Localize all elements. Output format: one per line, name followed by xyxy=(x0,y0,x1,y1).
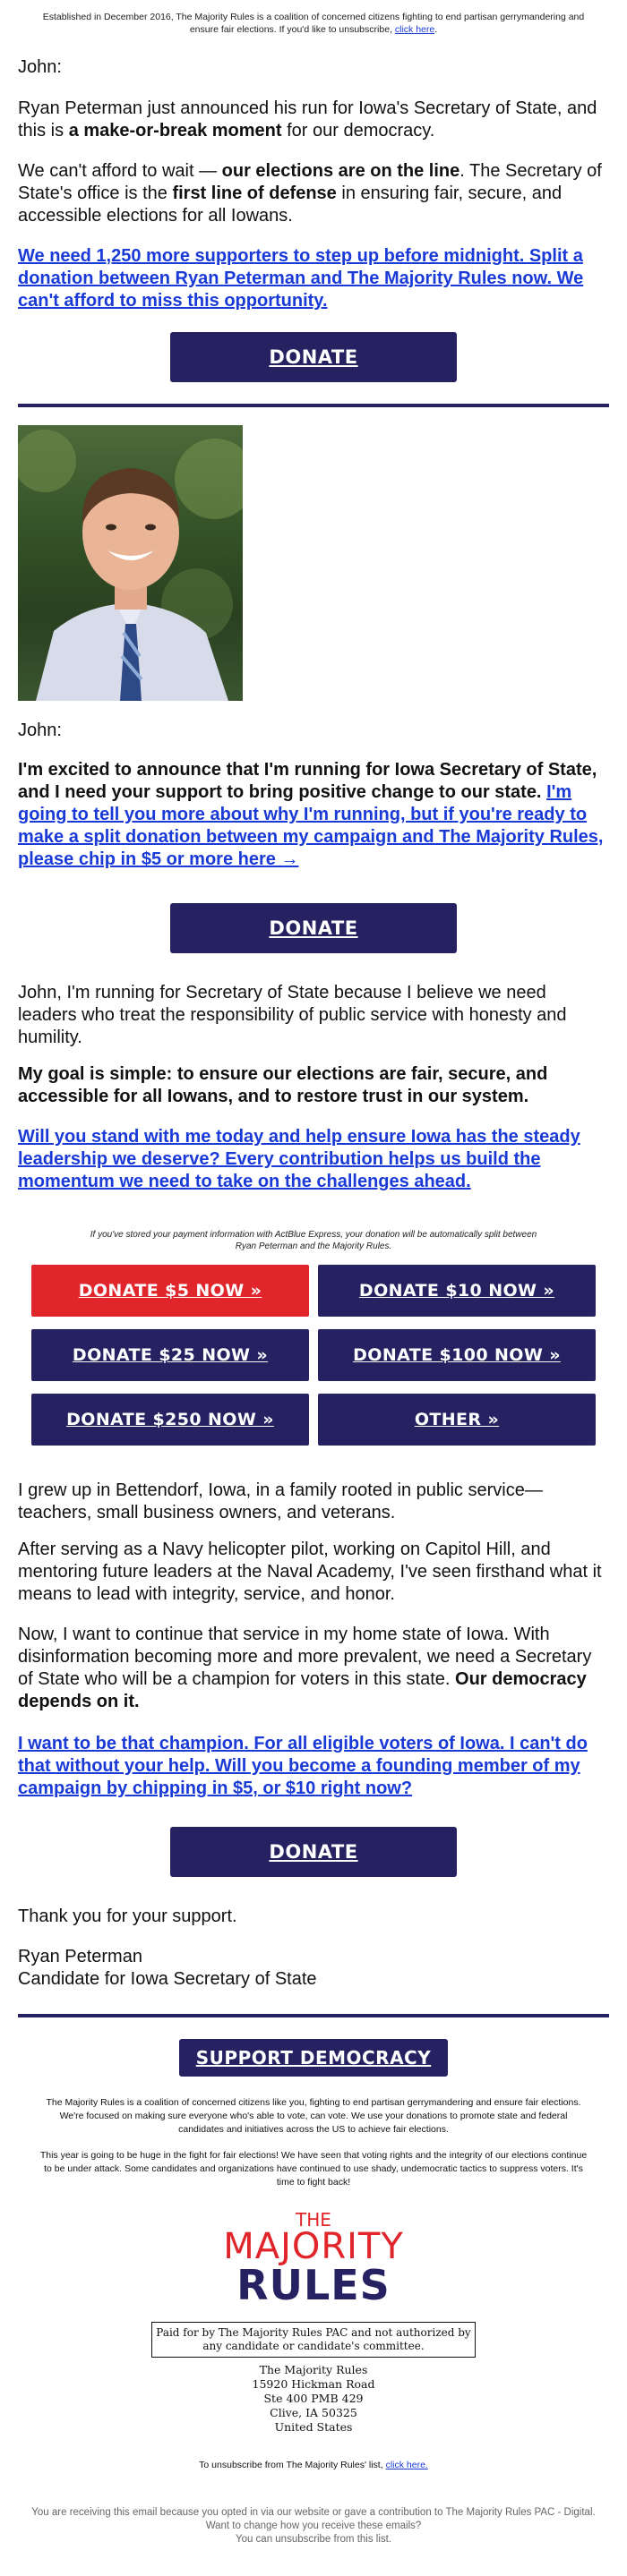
donate-25-button[interactable]: DONATE $25 NOW » xyxy=(31,1329,309,1381)
mailing-address: The Majority Rules 15920 Hickman Road Ste 400 PMB 429 Clive, IA 50325 United States xyxy=(252,2363,375,2434)
letter-paragraph-5: I grew up in Bettendorf, Iowa, in a family rooted in public service—teachers, small business owners, and veterans. xyxy=(18,1480,543,1523)
top-unsubscribe-link[interactable]: click here xyxy=(394,24,435,35)
stand-with-me-link[interactable]: Will you stand with me today and help ensure Iowa has the steady leadership we deserve? Every contribution helps us build the momentum we need to take on the challenges ahead. xyxy=(18,1127,580,1191)
donation-amount-grid xyxy=(31,1265,596,1446)
top-note: Established in December 2016, The Majority Rules is a coalition of concerned citizens fighting to end partisan gerrymandering and ensure fair elections. If you'd like to unsubscribe, click here. xyxy=(42,12,585,35)
donate-10-button[interactable]: DONATE $10 NOW » xyxy=(318,1265,596,1317)
donate-button-2[interactable]: DONATE xyxy=(170,903,457,953)
signature-title: Candidate for Iowa Secretary of State xyxy=(18,1969,317,1989)
donate-250-button[interactable]: DONATE $250 NOW » xyxy=(31,1394,309,1446)
intro-section xyxy=(0,57,627,312)
footer-notice: You are receiving this email because you opted in via our website or gave a contribution to The Majority Rules PAC - Digital. Want to change how you receive these emails? You can unsubscribe from this list. xyxy=(31,2507,596,2545)
letter-salutation: John: xyxy=(18,721,62,740)
intro-paragraph-1: Ryan Peterman just announced his run for Iowa's Secretary of State, and this is a make-or-break moment for our democracy. xyxy=(18,98,597,141)
candidate-photo xyxy=(18,425,243,701)
champion-link[interactable]: I want to be that champion. For all eligible voters of Iowa. I can't do that without your help. Will you become a founding member of my campaign by chipping in $5, or $10 right now? xyxy=(18,1734,588,1798)
intro-salutation: John: xyxy=(18,57,62,77)
letter-paragraph-7: Now, I want to continue that service in my home state of Iowa. With disinformation becoming more and more prevalent, we need a Secretary of State who will be a champion for voters in this state. Our democracy depends on it. xyxy=(18,1625,592,1711)
majority-rules-logo: THE MAJORITY RULES xyxy=(223,2209,404,2309)
letter-section xyxy=(0,721,627,871)
letter-paragraph-3: My goal is simple: to ensure our elections are fair, secure, and accessible for all Iowans, and to restore trust in our system. xyxy=(18,1064,548,1106)
actblue-note: If you've stored your payment information with ActBlue Express, your donation will be automatically split between Ryan Peterman and the Majority Rules. xyxy=(90,1230,537,1251)
donate-button-1[interactable]: DONATE xyxy=(170,332,457,382)
footer-fight: This year is going to be huge in the fight for fair elections! We have seen that voting rights and the integrity of our elections continue to be under attack. Some candidates and organizations have continued to use shady, undemocratic tactics to suppress voters. It's time to fight back! xyxy=(39,2150,588,2188)
donate-button-3[interactable]: DONATE xyxy=(170,1827,457,1877)
paid-for-disclaimer: Paid for by The Majority Rules PAC and not authorized by any candidate or candidate's committee. xyxy=(151,2322,476,2358)
letter-paragraph-2: John, I'm running for Secretary of State because I believe we need leaders who treat the responsibility of public service with honesty and humility. xyxy=(18,983,567,1047)
intro-cta-link[interactable]: We need 1,250 more supporters to step up before midnight. Split a donation between Ryan Peterman and The Majority Rules now. We can't afford to miss this opportunity. xyxy=(18,246,584,311)
thanks-line: Thank you for your support. xyxy=(18,1906,237,1926)
intro-paragraph-2: We can't afford to wait — our elections are on the line. The Secretary of State's office is the first line of defense in ensuring fair, secure, and accessible elections for all Iowans. xyxy=(18,161,602,226)
signature-name: Ryan Peterman xyxy=(18,1947,142,1966)
letter-paragraph-1: I'm excited to announce that I'm running for Iowa Secretary of State, and I need your support to bring positive change to our state. I'm going to tell you more about why I'm running, but if you're ready to make a split donation between my campaign and The Majority Rules, please chip in $5 or more here → xyxy=(18,760,604,869)
letter-cta-link[interactable]: I'm going to tell you more about why I'm running, but if you're ready to make a split donation between my campaign and The Majority Rules, please chip in $5 or more here → xyxy=(18,782,604,869)
donate-5-button[interactable]: DONATE $5 NOW » xyxy=(31,1265,309,1317)
footer-divider xyxy=(18,2014,609,2017)
footer-about: The Majority Rules is a coalition of concerned citizens like you, fighting to end partisan gerrymandering and ensure fair elections. We're focused on making sure everyone who's able to vote, can vote. We use your donations to promote state and federal candidates and initiatives across the US to achieve fair elections. xyxy=(46,2097,581,2135)
support-democracy-button[interactable]: SUPPORT DEMOCRACY xyxy=(179,2039,448,2077)
candidate-portrait xyxy=(18,425,243,701)
divider xyxy=(18,404,609,407)
donate-100-button[interactable]: DONATE $100 NOW » xyxy=(318,1329,596,1381)
letter-paragraph-6: After serving as a Navy helicopter pilot, working on Capitol Hill, and mentoring future leaders at the Naval Academy, I've seen firsthand what it means to lead with integrity, service, and honor. xyxy=(18,1540,602,1604)
footer-unsubscribe-link[interactable]: click here. xyxy=(385,2460,428,2470)
donate-other-button[interactable]: OTHER » xyxy=(318,1394,596,1446)
footer-unsubscribe: To unsubscribe from The Majority Rules' list, click here. xyxy=(199,2460,428,2470)
